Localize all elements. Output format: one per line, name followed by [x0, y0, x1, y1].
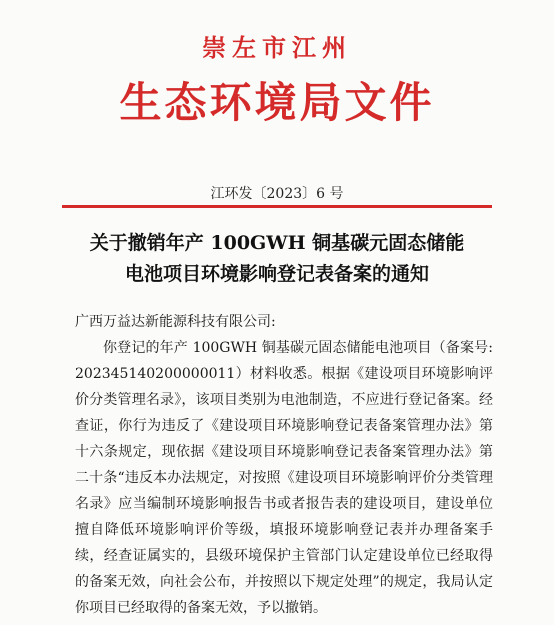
red-divider	[62, 205, 492, 208]
issuer-line: 崇左市江州	[202, 33, 352, 62]
issuer-title: 生态环境局文件	[119, 78, 435, 127]
document-number: 江环发〔2023〕6 号	[210, 186, 344, 202]
notice-title-line-2: 电池项目环境影响登记表备案的通知	[124, 263, 429, 285]
body-paragraph: 你登记的年产 100GWH 铜基碳元固态储能电池项目（备案号: 202345140200000011）材料收悉。根据《建设项目环境影响评价分类管理名录》，该项目类别为电池制造，不应进行登记备案。经查证，你行为违反了《建设项目环境影响登记表备案管理办法》第十六条规定，现依据《建设项目环境影响登记表备案管理办法》第二十条“违反本办法规定，对按照《建设项目环境影响评价分类管理名录》应当编制环境影响报告书或者报告表的建设项目，建设单位擅自降低环境影响评价等级，填报环境影响登记表并办理备案手续，经查证属实的，县级环境保护主管部门认定建设单位已经取得的备案无效，向社会公布，并按照以下规定处理”的规定，我局认定你项目已经取得的备案无效，予以撤销。	[75, 340, 493, 616]
notice-title-line-1: 关于撤销年产 100GWH 铜基碳元固态储能	[89, 232, 465, 254]
addressee: 广西万益达新能源科技有限公司:	[75, 314, 276, 330]
